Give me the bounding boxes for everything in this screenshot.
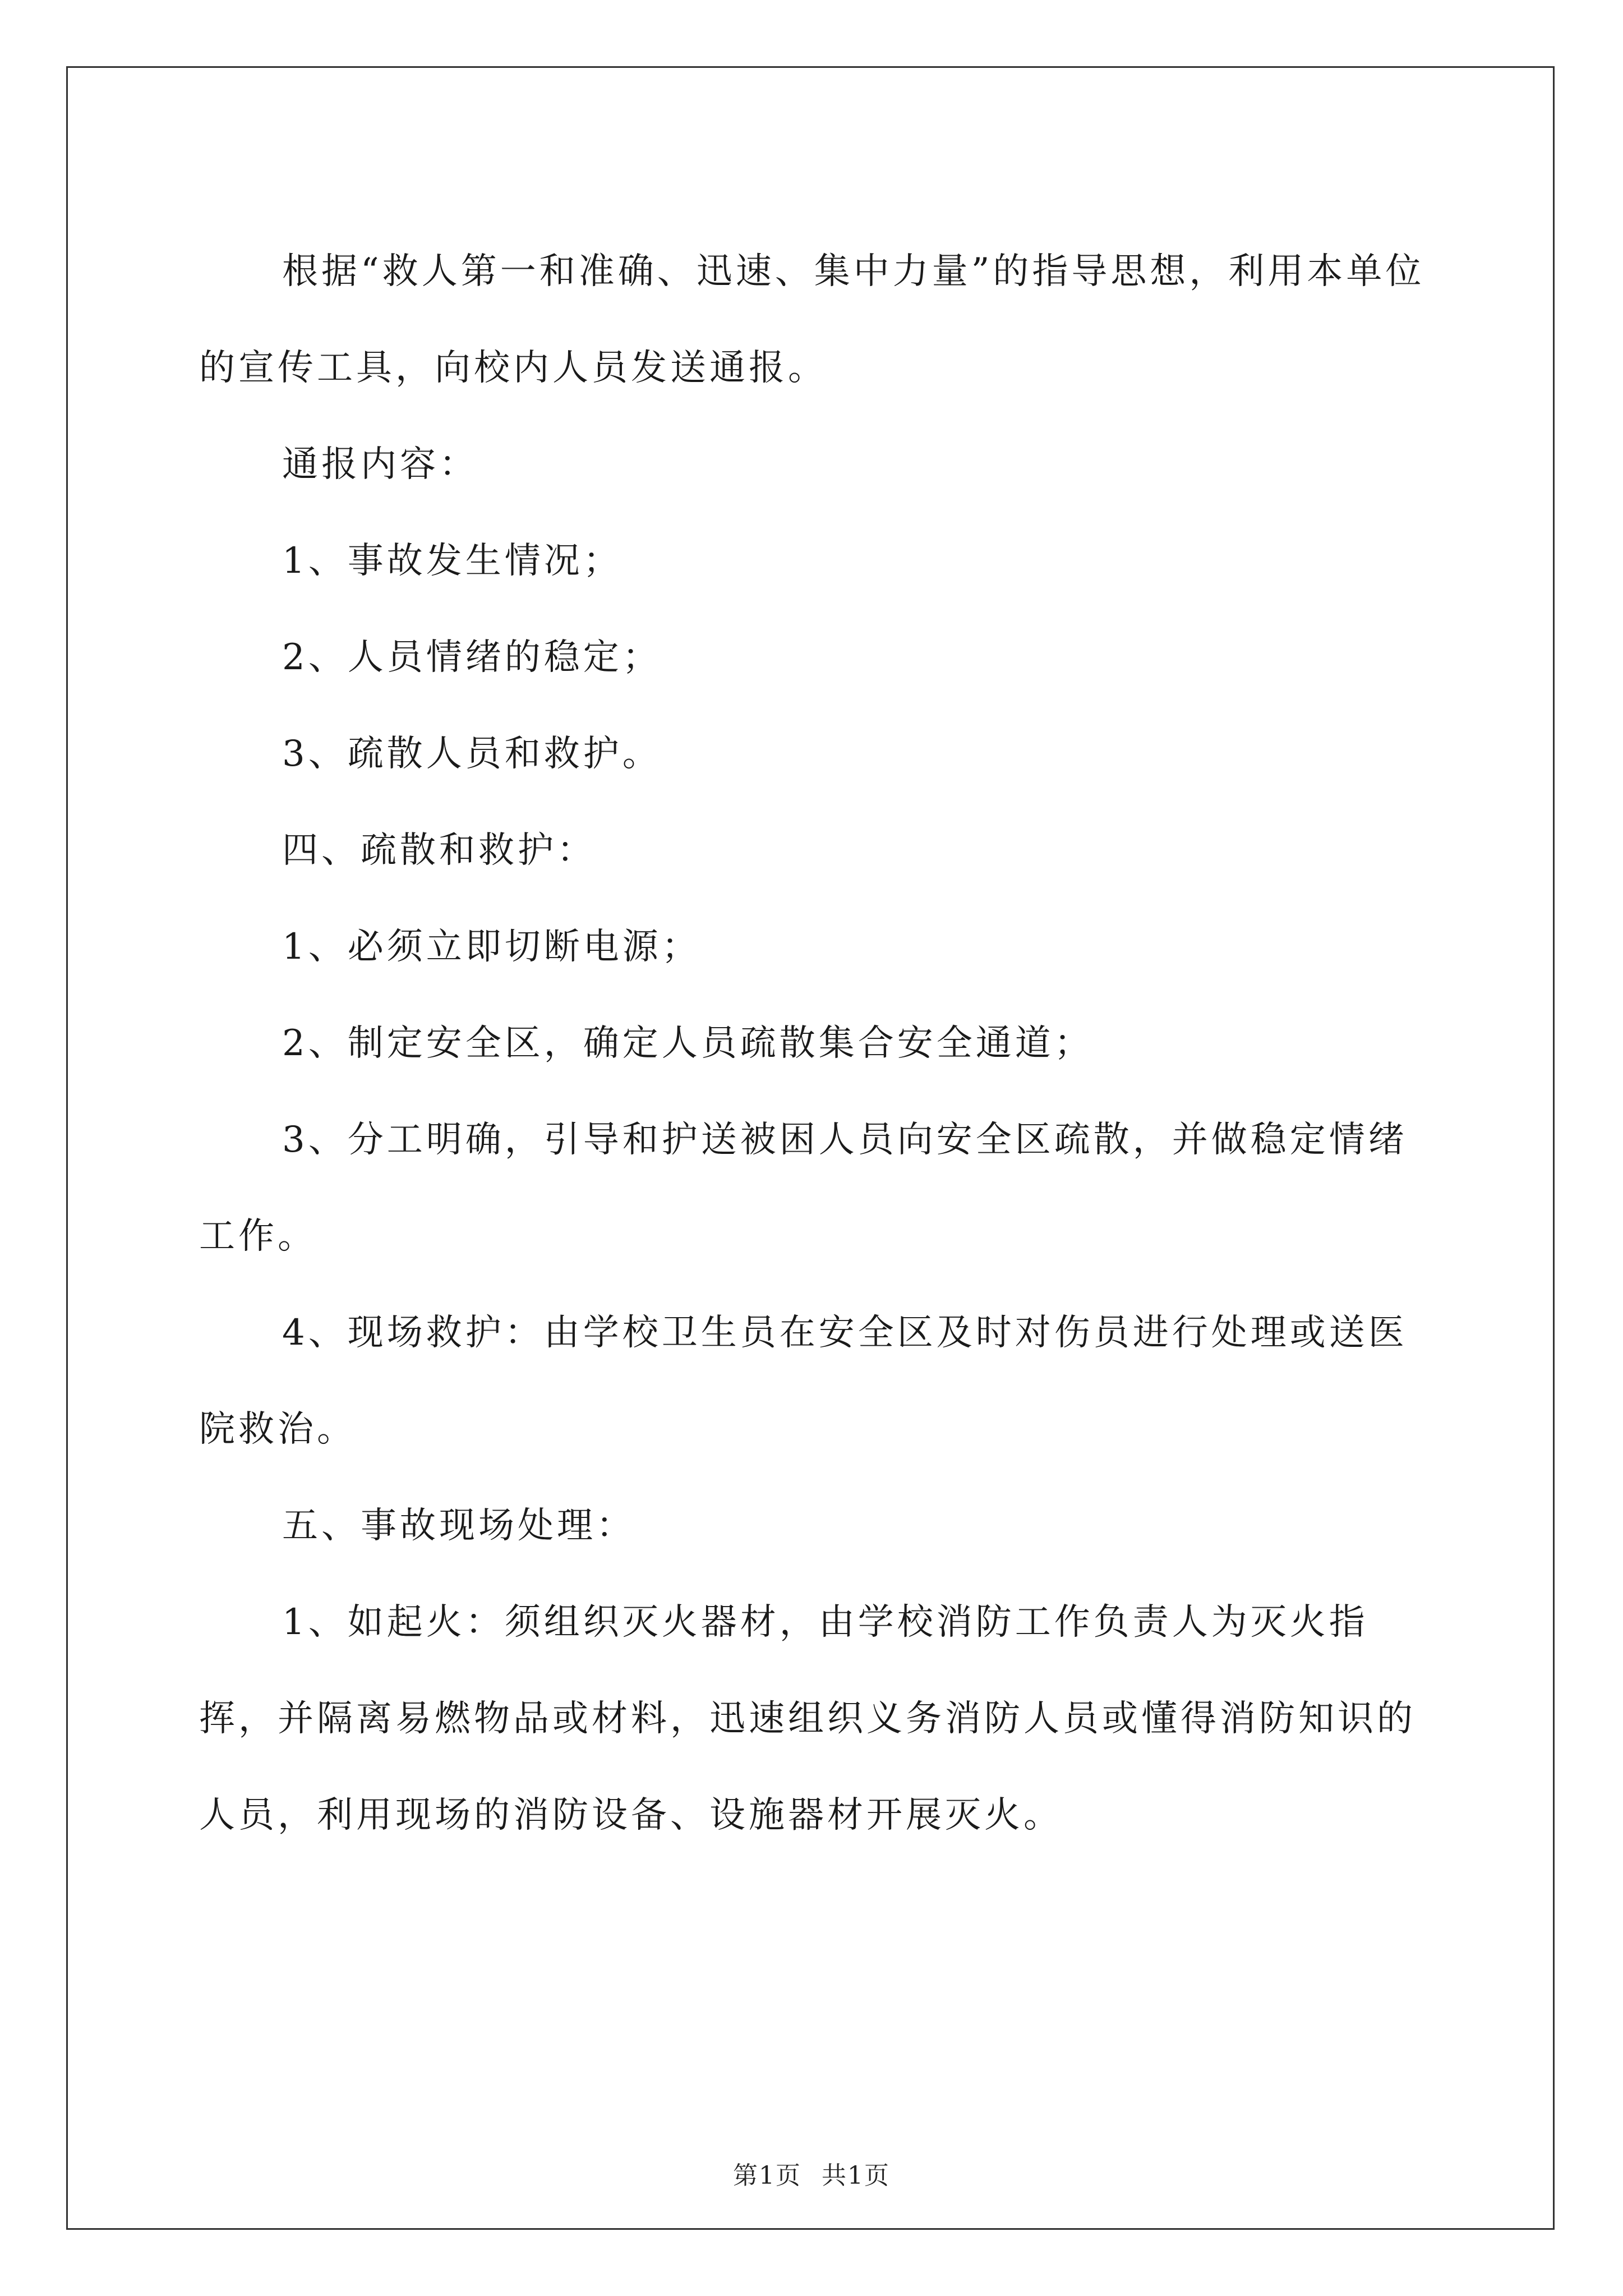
page-number: 第1页	[733, 2161, 801, 2190]
paragraph: 通报内容：	[282, 444, 478, 485]
paragraph: 1、事故发生情况；	[282, 540, 623, 582]
paragraph: 3、疏散人员和救护。	[282, 733, 662, 775]
paragraph: 1、如起火：须组织灭火器材，由学校消防工作负责人为灭火指挥，并隔离易燃物品或材料，迅速组织义务消防人员或懂得消防知识的人员，利用现场的消防设备、设施器材开展灭火。	[199, 1602, 1416, 1836]
page-total: 共1页	[822, 2161, 890, 2190]
section-heading: 四、疏散和救护：	[282, 830, 596, 871]
paragraph: 1、必须立即切断电源；	[282, 926, 701, 968]
section-heading: 五、事故现场处理：	[282, 1505, 635, 1547]
paragraph: 4、现场救护：由学校卫生员在安全区及时对伤员进行处理或送医院救治。	[199, 1312, 1408, 1450]
document-body	[199, 223, 1430, 1864]
paragraph: 2、制定安全区，确定人员疏散集合安全通道；	[282, 1023, 1094, 1064]
paragraph: 2、人员情绪的稳定；	[282, 637, 662, 678]
page-footer	[0, 2155, 1623, 2191]
paragraph: 3、分工明确，引导和护送被困人员向安全区疏散，并做稳定情绪工作。	[199, 1119, 1408, 1257]
paragraph: 根据“救人第一和准确、迅速、集中力量”的指导思想，利用本单位的宣传工具，向校内人员发送通报。	[199, 251, 1425, 389]
